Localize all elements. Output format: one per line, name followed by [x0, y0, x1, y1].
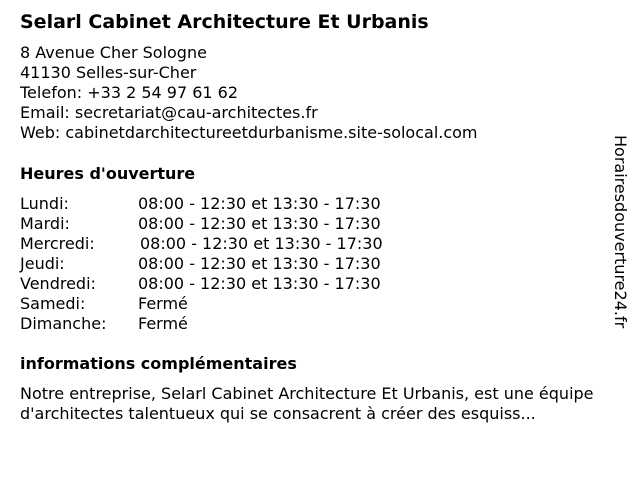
- street-address: 8 Avenue Cher Sologne: [20, 43, 207, 62]
- hours-row-thursday: [20, 254, 383, 274]
- day-label: Samedi:: [20, 294, 86, 313]
- hours-row-saturday: [20, 294, 383, 314]
- day-label: Mercredi:: [20, 234, 95, 253]
- email-address: Email: secretariat@cau-architectes.fr: [20, 103, 318, 122]
- day-label: Vendredi:: [20, 274, 96, 293]
- day-hours: 08:00 - 12:30 et 13:30 - 17:30: [138, 254, 381, 273]
- contact-block: [20, 43, 478, 143]
- hours-table: [20, 194, 383, 334]
- day-label: Lundi:: [20, 194, 69, 213]
- phone-number: Telefon: +33 2 54 97 61 62: [20, 83, 239, 102]
- hours-heading: Heures d'ouverture: [20, 164, 196, 183]
- business-name: Selarl Cabinet Architecture Et Urbanis: [20, 11, 429, 33]
- day-hours: 08:00 - 12:30 et 13:30 - 17:30: [140, 234, 383, 253]
- info-heading: informations complémentaires: [20, 354, 297, 373]
- business-description: Notre entreprise, Selarl Cabinet Architecture Et Urbanis, est une équipe d'architectes talentueux qui se consacrent à créer des esquiss...: [20, 384, 594, 423]
- hours-row-wednesday: [20, 234, 383, 254]
- day-hours: Fermé: [138, 314, 188, 333]
- website-url: Web: cabinetdarchitectureetdurbanisme.site-solocal.com: [20, 123, 478, 142]
- watermark-text: Horairesdouverture24.fr: [611, 135, 630, 329]
- city-postal: 41130 Selles-sur-Cher: [20, 63, 197, 82]
- hours-row-monday: [20, 194, 383, 214]
- day-hours: 08:00 - 12:30 et 13:30 - 17:30: [138, 194, 381, 213]
- day-label: Jeudi:: [20, 254, 65, 273]
- day-hours: 08:00 - 12:30 et 13:30 - 17:30: [138, 214, 381, 233]
- day-hours: 08:00 - 12:30 et 13:30 - 17:30: [138, 274, 381, 293]
- hours-row-friday: [20, 274, 383, 294]
- hours-row-tuesday: [20, 214, 383, 234]
- hours-row-sunday: [20, 314, 383, 334]
- day-label: Mardi:: [20, 214, 70, 233]
- day-label: Dimanche:: [20, 314, 107, 333]
- day-hours: Fermé: [138, 294, 188, 313]
